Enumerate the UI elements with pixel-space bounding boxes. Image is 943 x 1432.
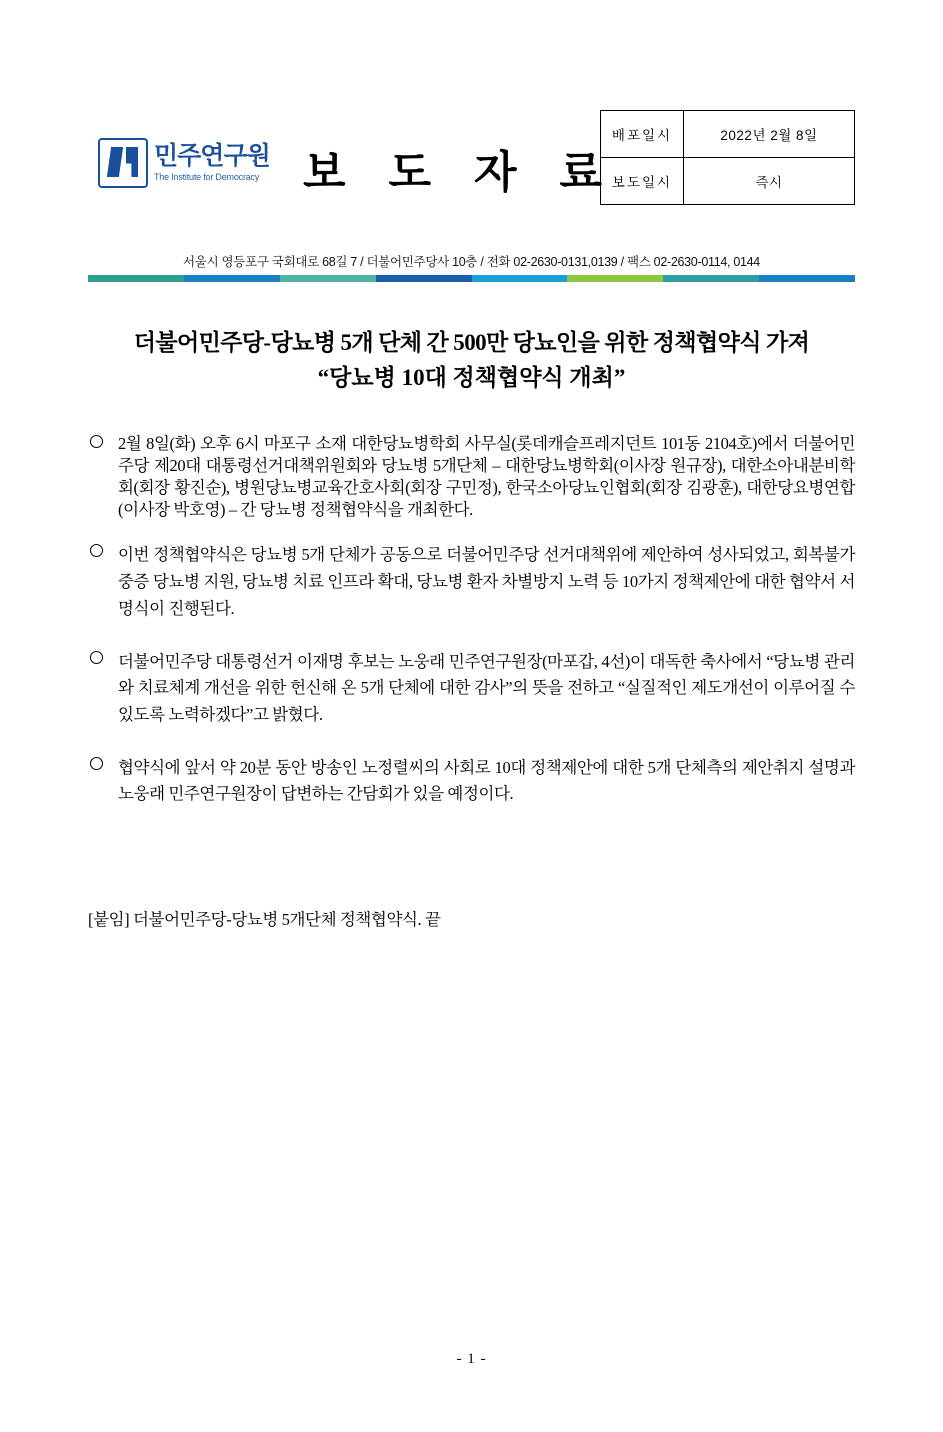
paragraph-text: 협약식에 앞서 약 20분 동안 방송인 노정렬씨의 사회로 10대 정책제안에 대한 5개 단체측의 제안취지 설명과 노웅래 민주연구원장이 답변하는 간담회가 있을 예정이다. <box>118 757 855 804</box>
circle-bullet-icon <box>90 435 103 448</box>
logo-english-name: The Institute for Democracy <box>154 172 260 182</box>
paragraph-text: 이번 정책협약식은 당뇨병 5개 단체가 공동으로 더불어민주당 선거대책위에 제안하여 성사되었고, 회복불가 중증 당뇨병 지원, 당뇨병 치료 인프라 확대, 당뇨병 환자 차별방지 노력 등 10가지 정책제안에 대한 협약서 서명식이 진행된다. <box>118 545 855 618</box>
divider-segment-2 <box>184 275 280 282</box>
attachment-note: [붙임] 더불어민주당-당뇨병 5개단체 정책협약식. 끝 <box>88 910 441 930</box>
paragraph-text: 2월 8일(화) 오후 6시 마포구 소재 대한당뇨병학회 사무실(롯데캐슬프레지던트 101동 2104호)에서 더불어민주당 제20대 대통령선거대책위원회와 당뇨병 5개단체 – 대한당뇨병학회(이사장 원규장), 대한소아내분비학회(회장 황진순), 병원당뇨병교육간호사회(회장 구민정), 한국소아당뇨인협회(회장 김광훈), 대한당요병연합(이사장 박호영) – 간 당뇨병 정책협약식을 개최한다. <box>118 433 855 519</box>
paragraph-text: 더불어민주당 대통령선거 이재명 후보는 노웅래 민주연구원장(마포갑, 4선)이 대독한 축사에서 “당뇨병 관리와 치료체계 개선을 위한 헌신해 온 5개 단체에 대한 감사”의 뜻을 전하고 “실질적인 제도개선이 이루어질 수 있도록 노력하겠다”고 밝혔다. <box>118 651 855 725</box>
divider-segment-8 <box>759 275 855 282</box>
document-type-heading: 보 도 자 료 <box>303 148 619 197</box>
logo-korean-name: 민주연구원 <box>154 142 270 170</box>
document-header <box>88 100 855 269</box>
circle-bullet-icon <box>90 651 103 664</box>
body-paragraph-1 <box>88 433 855 521</box>
release-meta-table <box>600 110 855 205</box>
report-date-label: 보도일시 <box>601 158 684 205</box>
color-divider-bar <box>88 275 855 282</box>
table-row <box>601 158 855 205</box>
divider-segment-6 <box>567 275 663 282</box>
divider-segment-1 <box>88 275 184 282</box>
divider-segment-3 <box>280 275 376 282</box>
divider-segment-4 <box>376 275 472 282</box>
document-body <box>88 433 855 809</box>
circle-bullet-icon <box>90 757 103 770</box>
report-date-value: 즉시 <box>684 158 855 205</box>
logo-text <box>154 144 270 182</box>
page-title <box>88 326 855 395</box>
divider-segment-5 <box>472 275 568 282</box>
body-paragraph-3 <box>88 649 855 729</box>
title-line-2: “당뇨병 10대 정책협약식 개최” <box>317 365 626 391</box>
body-paragraph-4 <box>88 755 855 808</box>
distribution-date-value: 2022년 2월 8일 <box>684 111 855 158</box>
institute-logo-icon <box>98 138 148 188</box>
body-paragraph-2 <box>88 542 855 622</box>
distribution-date-label: 배포일시 <box>601 111 684 158</box>
divider-segment-7 <box>663 275 759 282</box>
title-line-1: 더불어민주당-당뇨병 5개 단체 간 500만 당뇨인을 위한 정책협약식 가져 <box>133 330 810 355</box>
contact-address-line: 서울시 영등포구 국회대로 68길 7 / 더불어민주당사 10층 / 전화 02-2630-0131,0139 / 팩스 02-2630-0114, 0144 <box>183 255 760 269</box>
page-number: - 1 - <box>456 1351 487 1367</box>
circle-bullet-icon <box>90 544 103 557</box>
document-page <box>0 100 943 1432</box>
table-row <box>601 111 855 158</box>
organization-logo <box>98 138 270 188</box>
